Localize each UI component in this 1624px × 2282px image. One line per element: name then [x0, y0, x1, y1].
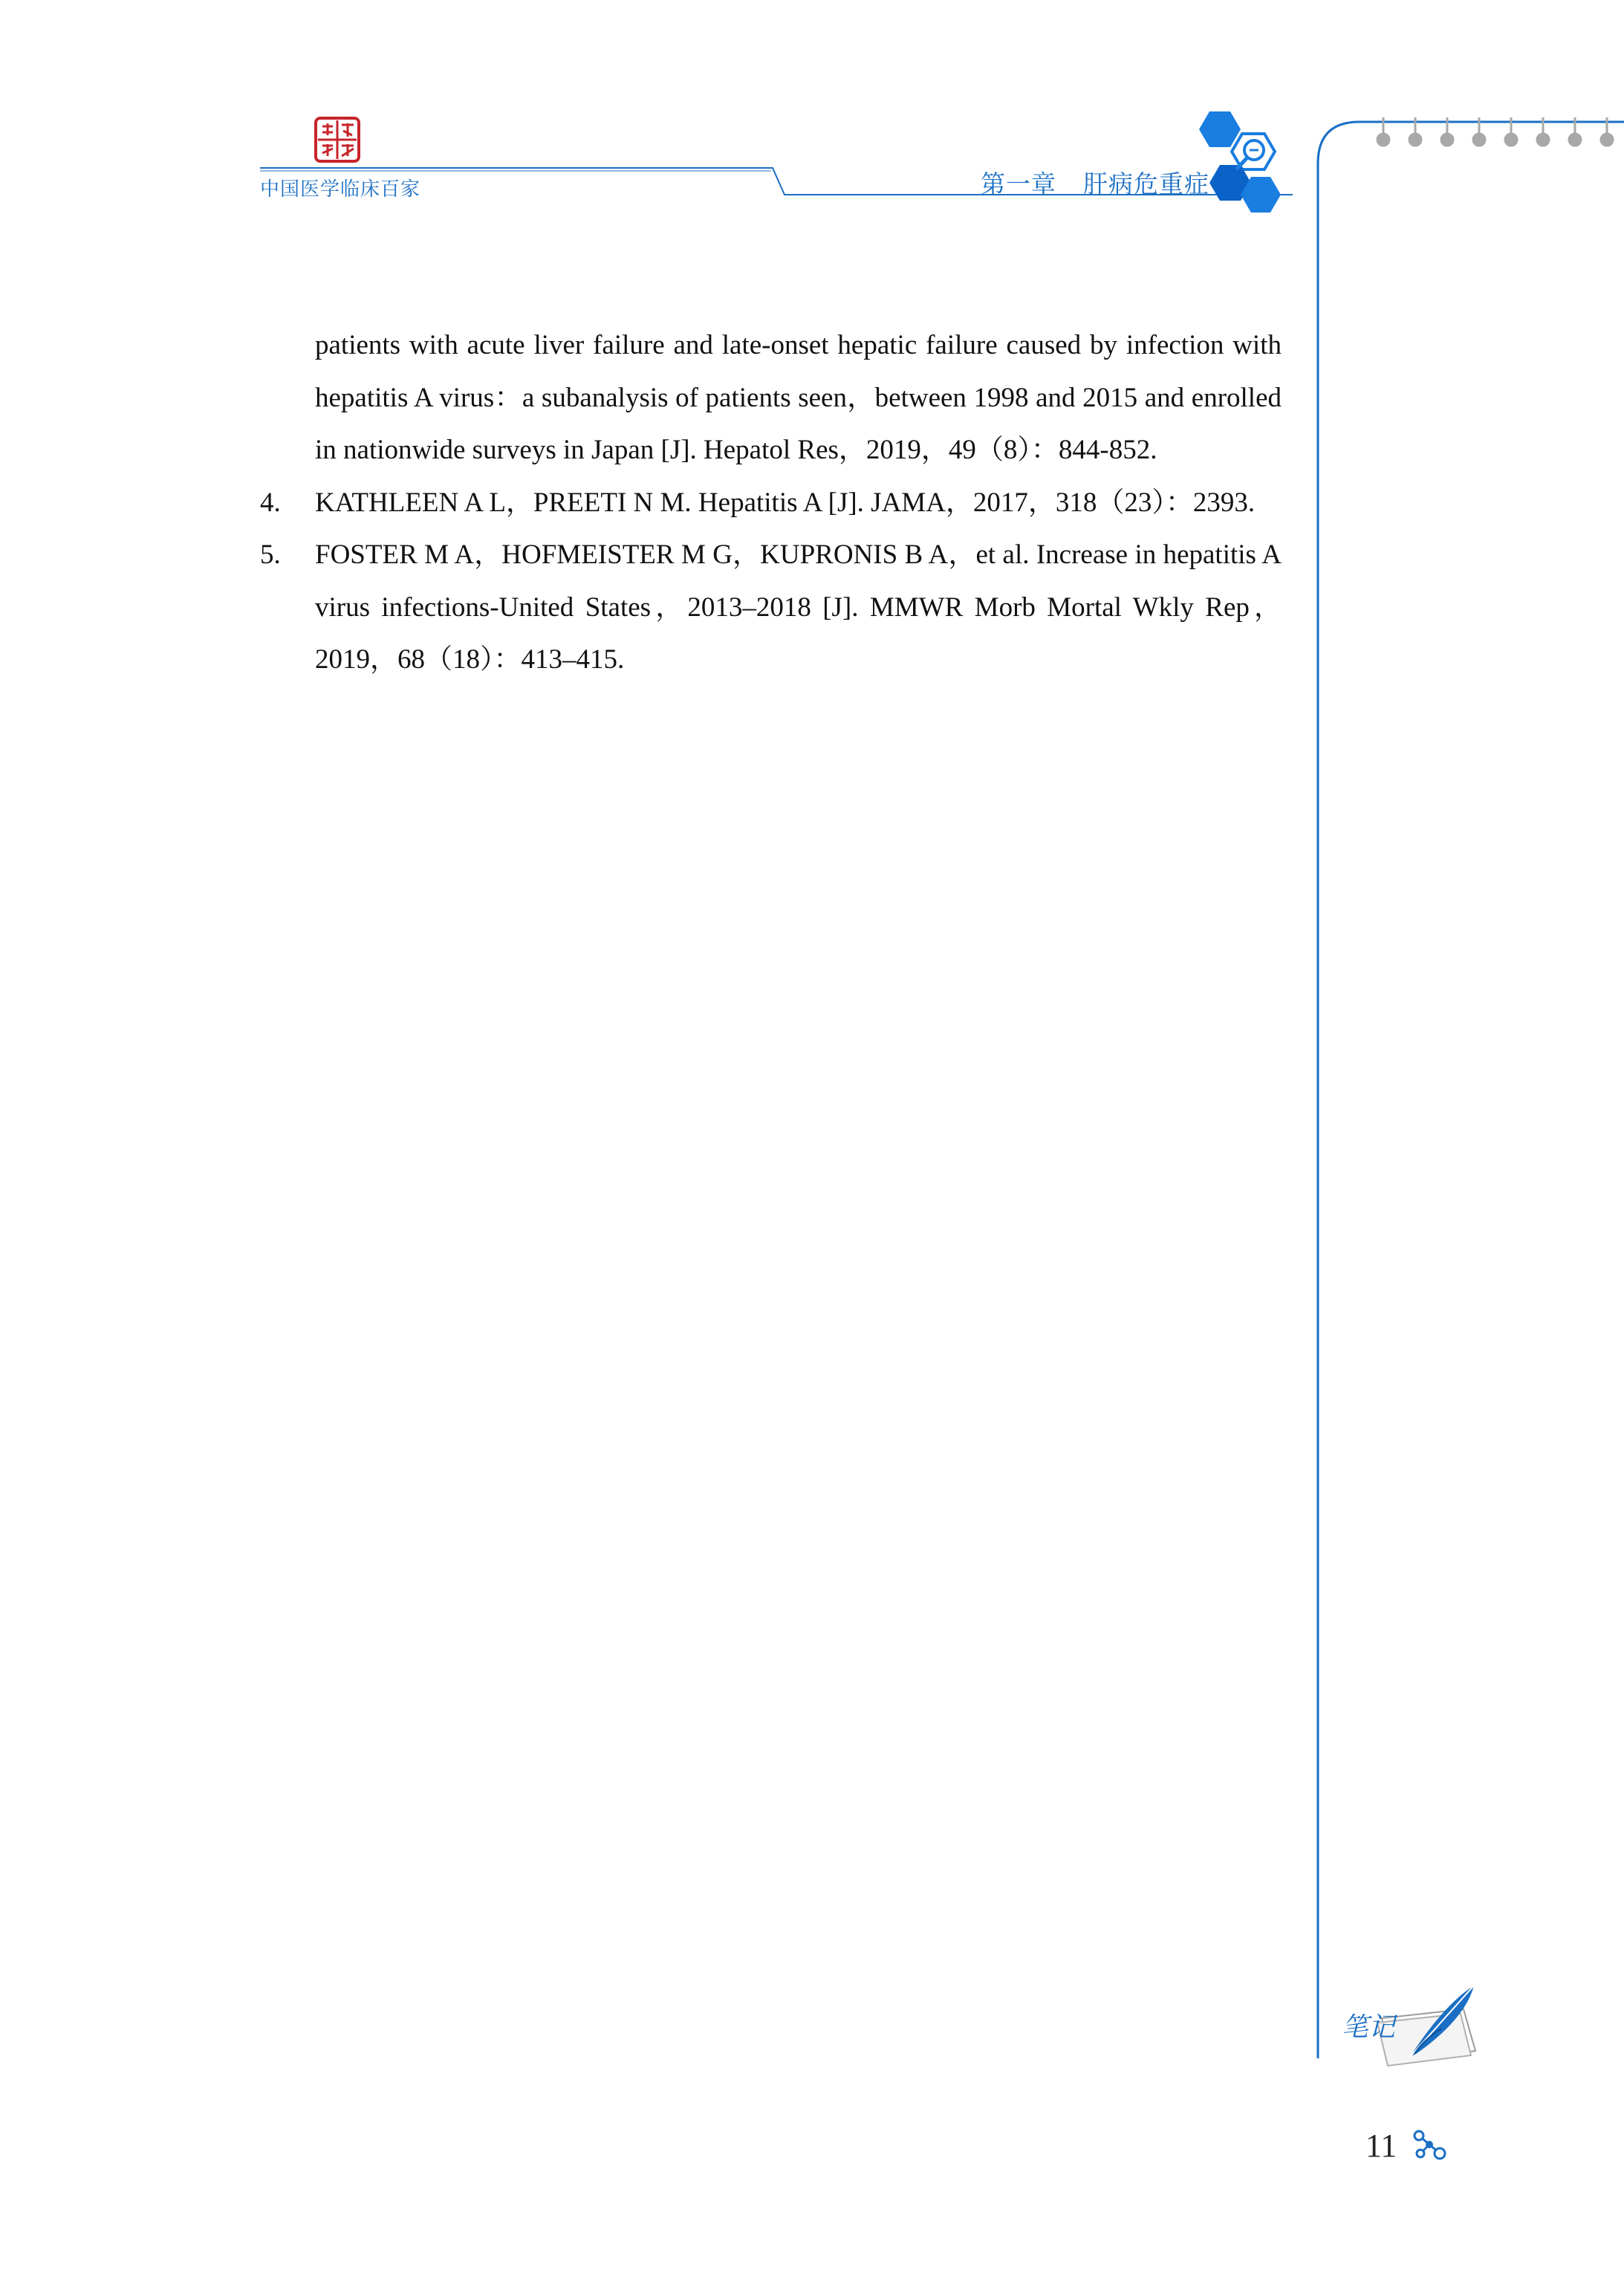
reference-item — [260, 477, 1282, 530]
share-nodes-icon — [1412, 2128, 1447, 2161]
notes-label: 笔记 — [1342, 2012, 1396, 2043]
notes-quill-icon — [1337, 1980, 1478, 2070]
chapter-name: 肝病危重症 — [1083, 169, 1209, 198]
reference-number: 4. — [260, 487, 281, 518]
reference-item — [260, 529, 1282, 687]
notebook-margin — [1308, 0, 1624, 2282]
hexagon-emblem-icon — [1187, 108, 1285, 220]
chapter-number: 第一章 — [981, 169, 1056, 198]
brand-logo — [314, 116, 361, 163]
reference-text: KATHLEEN A L，PREETI N M. Hepatitis A [J]. JAMA，2017，318（23）：2393. — [315, 487, 1256, 518]
page-number: 11 — [1365, 2127, 1397, 2164]
chapter-title — [981, 165, 1209, 200]
reference-text: FOSTER M A，HOFMEISTER M G，KUPRONIS B A，et al. Increase in hepatitis A virus infections-United States，2013–2018 [J]. MMWR Morb Mortal Wkly Rep，2019，68（18）：413–415. — [315, 539, 1282, 675]
brand-name: 中国医学临床百家 — [260, 178, 421, 201]
reference-number: 5. — [260, 539, 281, 570]
reference-text: patients with acute liver failure and late-onset hepatic failure caused by infection with hepatitis A virus：a subanalysis of patients seen，between 1998 and 2015 and enrolled in nationwide surveys in Japan [J]. Hepatol Res，2019，49（8）：844-852. — [315, 330, 1282, 465]
reference-list — [260, 320, 1282, 687]
reference-item — [260, 320, 1282, 477]
